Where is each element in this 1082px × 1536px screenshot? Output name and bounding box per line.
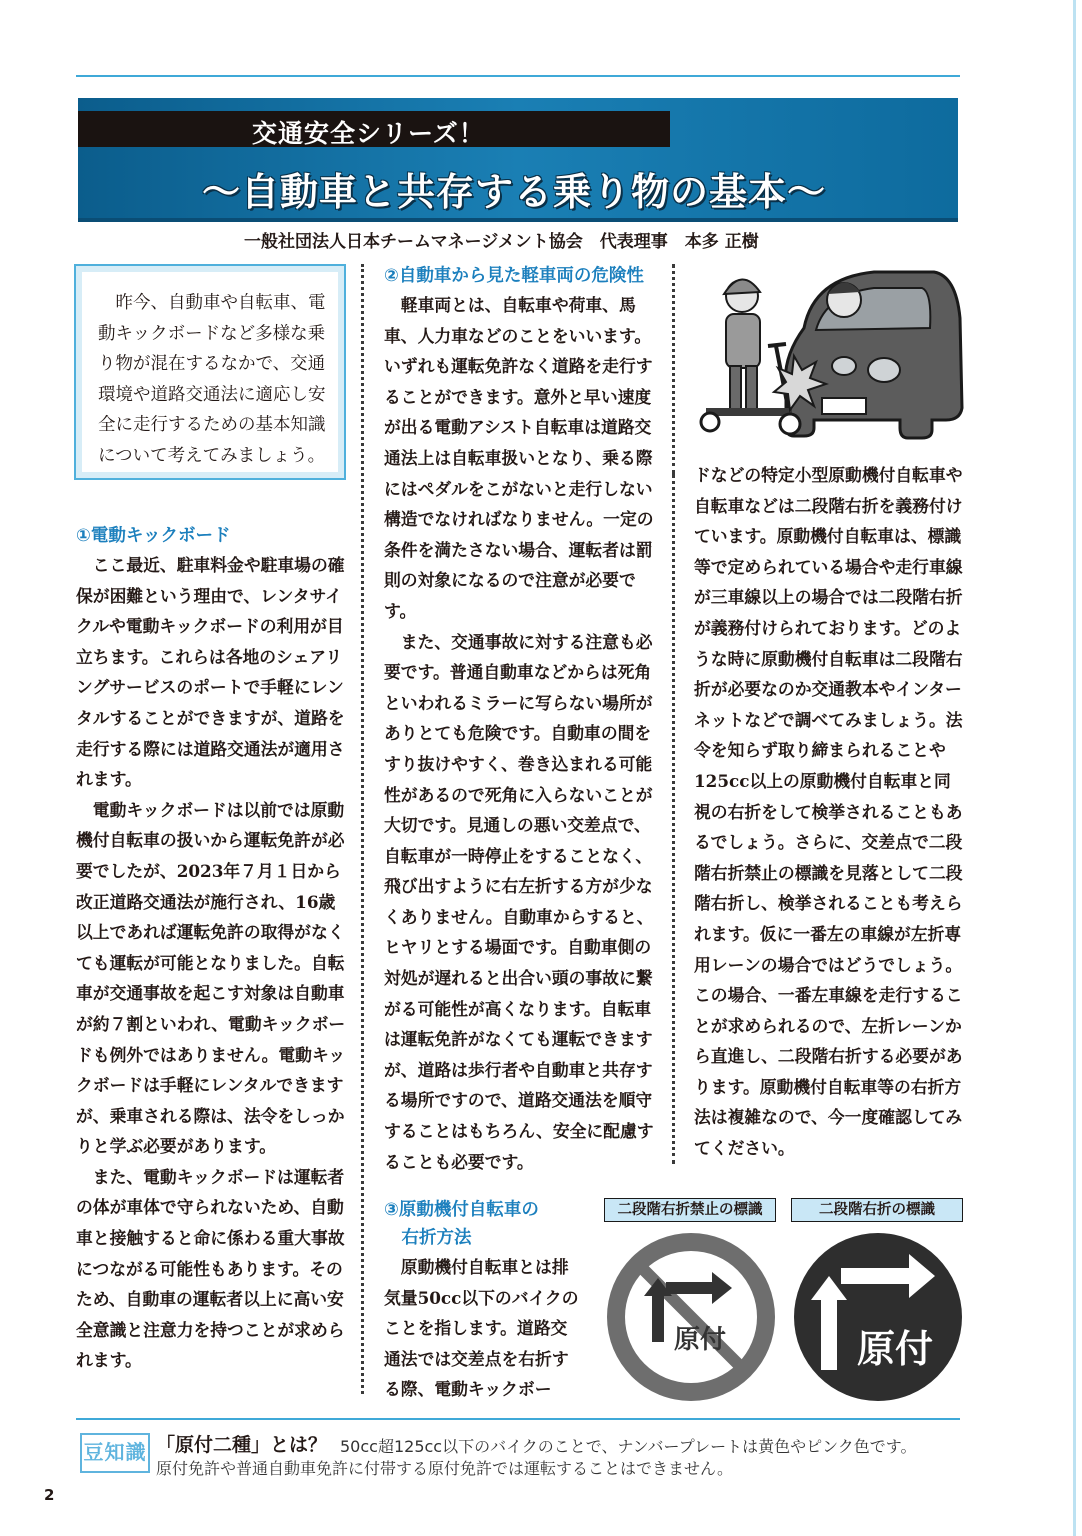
section2-paragraph-1: 軽車両とは、自転車や荷車、馬車、人力車などのことをいいます。いずれも運転免許なく道路を走行することができます。意外と早い速度が出る電動アシスト自転車は道路交通法上は自転車扱いとなり、乗る際にはペダルをこがないと走行しない構造でなければなりません。一定の条件を満たさない場合、運転者は罰則の対象になるので注意が必要です。	[384, 295, 654, 621]
tip-title: 「原付二種」とは？	[156, 1434, 328, 1456]
no-two-step-right-turn-sign-icon	[604, 1230, 778, 1404]
intro-paragraph: 昨今、自動車や自転車、電動キックボードなど多様な乗り物が混在するなかで、交通環境や道路交通法に適応し安全に走行するための基本知識について考えてみましょう。	[98, 293, 326, 466]
column-2	[384, 262, 654, 1177]
section3-paragraph-1: 原動機付自転車とは排気量50cc以下のバイクのことを指します。道路交通法では交差点を右折する際、電動キックボー	[384, 1257, 579, 1400]
title-banner	[78, 98, 958, 222]
page-title: ～自動車と共存する乗り物の基本～	[202, 170, 827, 214]
rider-figure	[724, 279, 760, 410]
section3-heading-line1: ③原動機付自転車の	[384, 1200, 539, 1220]
driver-figure	[827, 282, 861, 317]
page-number: 2	[44, 1486, 55, 1504]
intro-text	[98, 288, 328, 471]
section3-start	[384, 1196, 584, 1405]
sign-label-required: 二段階右折の標識	[791, 1198, 963, 1222]
tip-line-2: 原付免許や普通自動車免許に付帯する原付免許では運転することはできません。	[156, 1459, 733, 1478]
section2-paragraph-2: また、交通事故に対する注意も必要です。普通自動車などからは死角といわれるミラーに写らない場所がありとても危険です。自動車の間をすり抜けやすく、巻き込まれる可能性があるので死角に入らないことが大切です。見通しの悪い交差点で、自転車が一時停止をすることなく、飛び出すように右左折する方が少なくありません。自動車からすると、ヒヤリとする場面です。自動車側の対処が遅れると出合い頭の事故に繋がる可能性が高くなります。自転車は運転免許がなくても運転できますが、道路は歩行者や自動車と共存する場所ですので、道路交通法を順守することはもちろん、安全に配慮することも必要です。	[384, 631, 654, 1172]
section1-heading: ①電動キックボード	[76, 526, 231, 546]
scooter-car-illustration	[694, 258, 964, 448]
section1-paragraph-3: また、電動キックボードは運転者の体が車体で守られないため、自動車と接触すると命に係わる重大事故につながる可能性もあります。そのため、自動車の運転者以上に高い安全意識と注意力を持つことが求められます。	[76, 1166, 345, 1371]
sign-text-required: 原付	[856, 1327, 934, 1371]
top-rule	[76, 75, 960, 77]
column-divider-2	[672, 264, 675, 474]
section1-paragraph-1: ここ最近、駐車料金や駐車場の確保が困難という理由で、レンタサイクルや電動キックボードの利用が目立ちます。これらは各地のシェアリングサービスのポートで手軽にレンタルすることができますが、道路を走行する際には道路交通法が適用されます。	[76, 555, 345, 790]
column-divider-1	[361, 264, 364, 1394]
sign-label-forbidden: 二段階右折禁止の標識	[604, 1198, 776, 1222]
column-1	[76, 522, 346, 1376]
section3-paragraph-cont: ドなどの特定小型原動機付自転車や自転車などは二段階右折を義務付けています。原動機付自転車は、標識等で定められている場合や走行車線が三車線以上の場合では二段階右折が義務付けられております。どのような時に原動機付自転車は二段階右折が必要なのか交通教本やインターネットなどで調べてみましょう。法令を知らず取り締まられることや125cc以上の原動機付自転車と同視の右折をして検挙されることもあるでしょう。さらに、交差点で二段階右折禁止の標識を見落として二段階右折し、検挙されることも考えられます。仮に一番左の車線が左折専用レーンの場合ではどうでしょう。この場合、一番左車線を走行することが求められるので、左折レーンから直進し、二段階右折する必要があります。原動機付自転車等の右折方法は複雑なので、今一度確認してみてください。	[694, 465, 963, 1159]
sign-text-forbidden: 原付	[673, 1325, 727, 1355]
intro-box	[74, 264, 346, 480]
section1-paragraph-2: 電動キックボードは以前では原動機付自転車の扱いから運転免許が必要でしたが、2023年７月１日から改正道路交通法が施行され、16歳以上であれば運転免許の取得がなくても運転が可能となりました。自転車が交通事故を起こす対象は自動車が約７割といわれ、電動キックボードも例外ではありません。電動キックボードは手軽にレンタルできますが、乗車される際は、法令をしっかりと学ぶ必要があります。	[76, 799, 346, 1157]
bottom-rule	[76, 1418, 960, 1420]
column-3	[694, 460, 966, 1164]
tip-line-1: 50cc超125cc以下のバイクのことで、ナンバープレートは黄色やピンク色です。	[340, 1437, 917, 1456]
series-label-box	[78, 111, 670, 147]
series-label: 交通安全シリーズ！	[252, 119, 485, 148]
car-shape	[785, 272, 962, 438]
section2-heading: ②自動車から見た軽車両の危険性	[384, 266, 644, 286]
section3-heading-line2: 右折方法	[401, 1228, 472, 1248]
mame-chishiki-badge: 豆知識	[80, 1433, 150, 1473]
column-divider-2b	[672, 474, 675, 1164]
page-edge-bar	[1073, 0, 1076, 1536]
author-line: 一般社団法人日本チームマネージメント協会 代表理事 本多 正樹	[244, 232, 759, 252]
two-step-right-turn-sign-icon	[791, 1230, 965, 1404]
